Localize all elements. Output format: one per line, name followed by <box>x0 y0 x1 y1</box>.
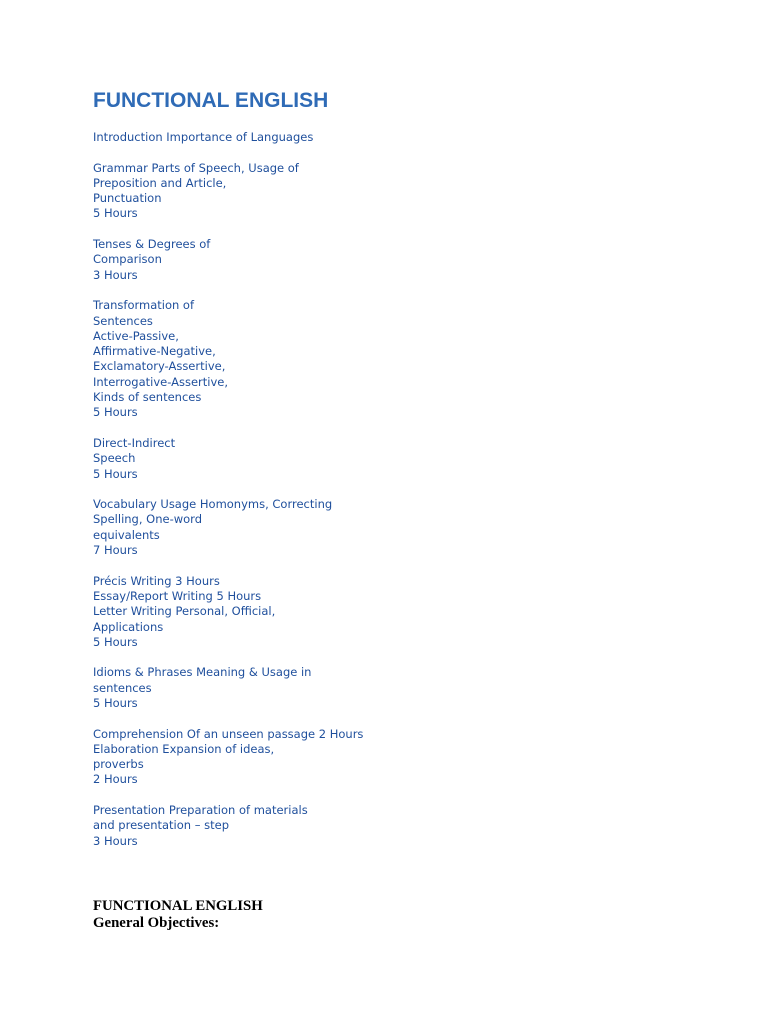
topic-line: Introduction Importance of Languages <box>93 130 314 144</box>
topic-line: Comparison <box>93 252 162 267</box>
section-grammar <box>93 161 363 222</box>
topic-line: Applications <box>93 619 164 634</box>
topic-line: and presentation – step <box>93 818 230 833</box>
topic-line: Spelling, One-word <box>93 512 202 527</box>
topic-line: Sentences <box>93 313 153 328</box>
topic-line: Active-Passive, <box>93 328 179 343</box>
topic-line: Punctuation <box>93 191 162 206</box>
topic-line: Letter Writing Personal, Official, <box>93 604 276 619</box>
topic-line: proverbs <box>93 757 144 772</box>
topic-line: Grammar Parts of Speech, Usage of <box>93 160 299 175</box>
topic-line: Affirmative-Negative, <box>93 344 216 359</box>
topic-line: Presentation Preparation of materials <box>93 803 308 818</box>
topic-line: Transformation of <box>93 298 195 313</box>
hours-line: 2 Hours <box>93 772 138 787</box>
topic-line: Idioms & Phrases Meaning & Usage in <box>93 665 312 680</box>
topic-line: Preposition and Article, <box>93 175 227 190</box>
section-comprehension <box>93 727 363 788</box>
hours-line: 5 Hours <box>93 405 138 420</box>
topic-line: Comprehension Of an unseen passage 2 Hours <box>93 726 364 741</box>
topic-line: equivalents <box>93 527 160 542</box>
document-title: FUNCTIONAL ENGLISH <box>93 89 329 112</box>
topic-line: Précis Writing 3 Hours <box>93 573 220 588</box>
topic-line: Elaboration Expansion of ideas, <box>93 741 275 756</box>
hours-line: 5 Hours <box>93 206 138 221</box>
hours-line: 3 Hours <box>93 833 138 848</box>
section-writing <box>93 574 363 650</box>
topic-line: Exclamatory-Assertive, <box>93 359 226 374</box>
section-tenses <box>93 237 363 283</box>
topic-line: Direct-Indirect <box>93 435 176 450</box>
section-vocabulary <box>93 497 363 558</box>
section-introduction <box>93 130 363 145</box>
hours-line: 5 Hours <box>93 695 138 710</box>
section-speech <box>93 436 363 482</box>
objectives-block <box>93 898 263 932</box>
hours-line: 5 Hours <box>93 634 138 649</box>
hours-line: 3 Hours <box>93 267 138 282</box>
syllabus-list <box>93 130 363 864</box>
topic-line: Essay/Report Writing 5 Hours <box>93 588 262 603</box>
topic-line: Interrogative-Assertive, <box>93 374 229 389</box>
objectives-subheading: General Objectives: <box>93 915 220 931</box>
topic-line: sentences <box>93 680 152 695</box>
topic-line: Vocabulary Usage Homonyms, Correcting <box>93 497 333 512</box>
section-idioms <box>93 665 363 711</box>
section-presentation <box>93 803 363 849</box>
topic-line: Speech <box>93 451 136 466</box>
topic-line: Kinds of sentences <box>93 390 202 405</box>
hours-line: 5 Hours <box>93 466 138 481</box>
objectives-heading: FUNCTIONAL ENGLISH <box>93 898 263 914</box>
topic-line: Tenses & Degrees of <box>93 237 211 252</box>
hours-line: 7 Hours <box>93 543 138 558</box>
section-transformation <box>93 298 363 420</box>
